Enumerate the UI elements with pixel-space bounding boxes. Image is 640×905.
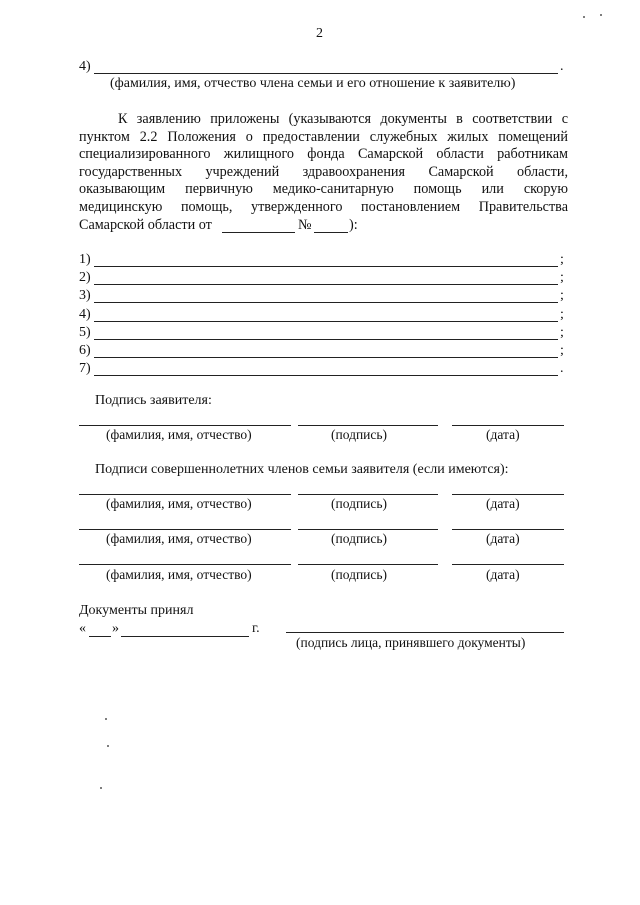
applicant-sign-caption: (подпись) [331,427,388,442]
family-fio-line [79,564,291,565]
acceptance-caption: (подпись лица, принявшего документы) [296,635,526,650]
family-date-caption: (дата) [486,496,520,511]
intro-line: специализированного жилищного фонда Самарской области работникам [79,146,568,163]
family-sign-line [298,494,438,495]
attachment-end-mark: ; [560,252,564,267]
family-member-caption: (фамилия, имя, отчество члена семьи и его отношение к заявителю) [110,76,516,91]
attachment-end-mark: ; [560,288,564,303]
family-sign-line [298,529,438,530]
family-sign-line [298,564,438,565]
decree-number-line [314,232,348,233]
family-fio-caption: (фамилия, имя, отчество) [106,531,252,546]
attachment-line [94,266,558,267]
family-date-caption: (дата) [486,567,520,582]
family-sign-caption: (подпись) [331,496,388,511]
acceptance-close-quote: » [112,621,119,636]
attachment-line [94,375,558,376]
family-fio-line [79,529,291,530]
scan-speck [600,14,602,16]
acceptance-open-quote: « [79,621,86,636]
acceptance-sign-line [286,632,564,633]
applicant-fio-caption: (фамилия, имя, отчество) [106,427,252,442]
attachment-number: 7) [79,361,91,376]
acceptance-month-line [121,636,249,637]
applicant-signature-label: Подпись заявителя: [95,393,212,408]
attachment-number: 3) [79,288,91,303]
family-sign-caption: (подпись) [331,567,388,582]
family-sign-caption: (подпись) [331,531,388,546]
attachment-line [94,357,558,358]
family-date-line [452,564,564,565]
family-member-number: 4) [79,59,91,74]
attachment-number: 5) [79,325,91,340]
acceptance-year-suffix: г. [252,621,260,636]
family-date-line [452,494,564,495]
scan-speck [100,787,102,789]
family-fio-caption: (фамилия, имя, отчество) [106,567,252,582]
attachment-line [94,339,558,340]
acceptance-day-line [89,636,111,637]
family-signatures-label: Подписи совершеннолетних членов семьи заявителя (если имеются): [95,462,509,477]
family-date-line [452,529,564,530]
intro-line: государственных учреждений здравоохранения Самарской области, [79,163,568,180]
intro-line: медицинскую помощь, утвержденного постановлением Правительства [79,198,568,215]
decree-date-line [222,232,295,233]
family-fio-caption: (фамилия, имя, отчество) [106,496,252,511]
family-member-line [94,73,558,74]
family-member-period: . [560,59,564,74]
attachment-number: 1) [79,252,91,267]
applicant-date-caption: (дата) [486,427,520,442]
attachment-line [94,284,558,285]
intro-line: пунктом 2.2 Положения о предоставлении служебных жилых помещений [79,128,568,145]
attachment-end-mark: . [560,361,564,376]
intro-last-prefix: Самарской области от [79,217,212,233]
intro-line: оказывающим первичную медико-санитарную помощь или скорую [79,181,568,198]
scan-speck [107,745,109,747]
applicant-date-line [452,425,564,426]
applicant-fio-line [79,425,291,426]
attachment-end-mark: ; [560,270,564,285]
attachment-line [94,302,558,303]
attachment-end-mark: ; [560,343,564,358]
intro-line: К заявлению приложены (указываются документы в соответствии с [118,111,568,127]
attachment-line [94,321,558,322]
attachment-end-mark: ; [560,325,564,340]
acceptance-label: Документы принял [79,603,194,618]
page-number: 2 [316,26,323,41]
family-date-caption: (дата) [486,531,520,546]
applicant-sign-line [298,425,438,426]
family-fio-line [79,494,291,495]
attachment-end-mark: ; [560,307,564,322]
scan-speck [583,16,585,18]
scan-speck [105,718,107,720]
intro-last-line [79,217,212,234]
intro-last-suffix: ): [349,217,358,233]
attachment-number: 2) [79,270,91,285]
attachment-number: 6) [79,343,91,358]
decree-number-sign: № [298,217,312,233]
attachment-number: 4) [79,307,91,322]
attachments-intro-paragraph [79,111,568,217]
